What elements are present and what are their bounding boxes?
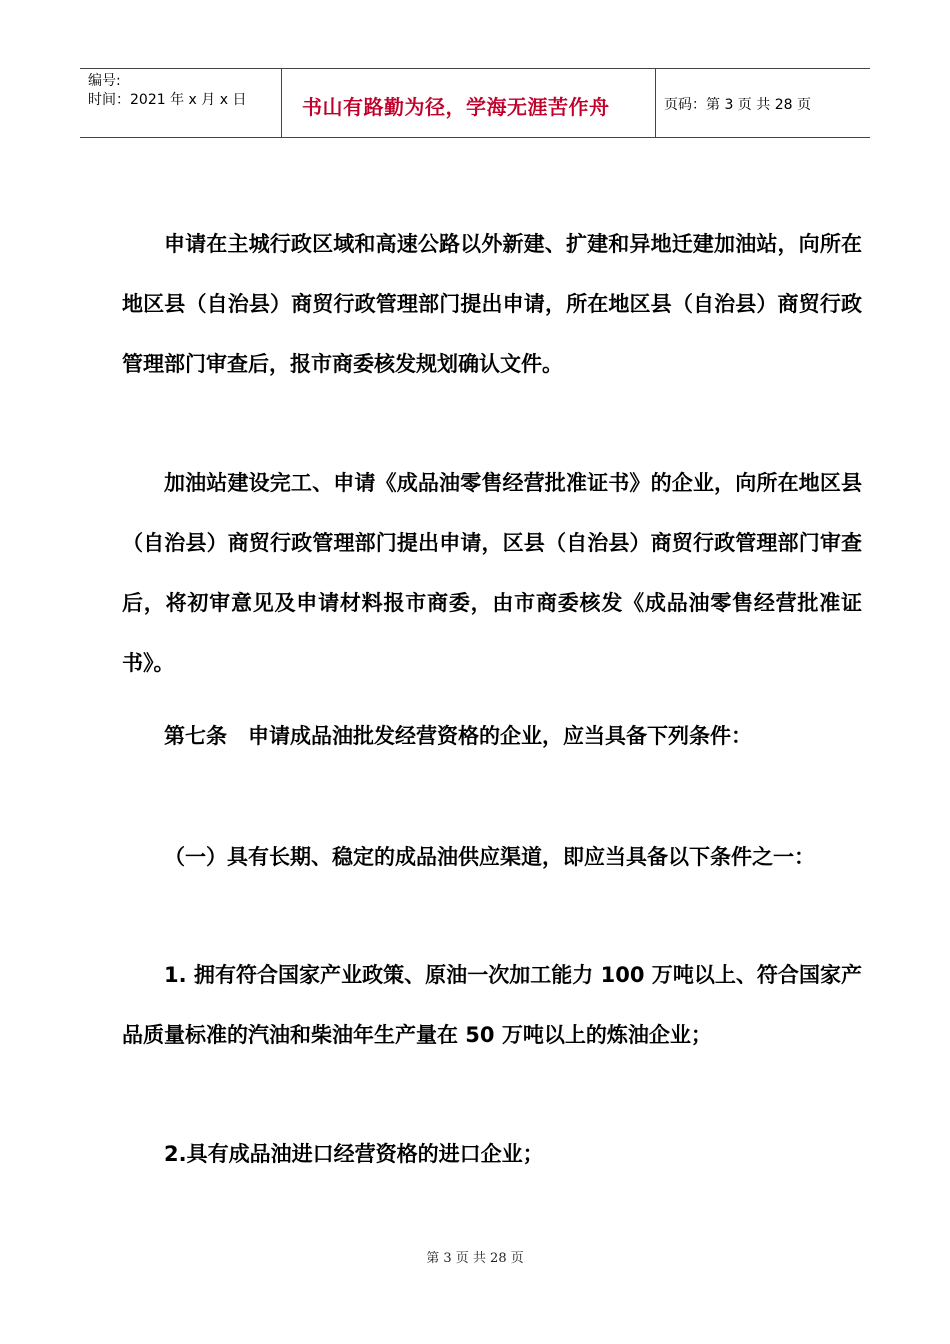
header-page-info: 页码：第 3 页 共 28 页 — [664, 97, 811, 113]
paragraph-item-1: 1. 拥有符合国家产业政策、原油一次加工能力 100 万吨以上、符合国家产品质量标准的汽油和柴油年生产量在 50 万吨以上的炼油企业； — [122, 963, 862, 1047]
paragraph-1: 申请在主城行政区域和高速公路以外新建、扩建和异地迁建加油站，向所在地区县（自治县）商贸行政管理部门提出申请，所在地区县（自治县）商贸行政管理部门审查后，报市商委核发规划确认文件。 — [122, 232, 862, 376]
header-meta-cell — [80, 69, 282, 137]
document-number-label: 编号: — [88, 73, 121, 89]
paragraph-article-7: 第七条 申请成品油批发经营资格的企业，应当具备下列条件： — [164, 724, 752, 748]
document-date: 时间：2021 年 x 月 x 日 — [88, 92, 247, 108]
header-motto-cell — [282, 69, 656, 137]
paragraph-2: 加油站建设完工、申请《成品油零售经营批准证书》的企业，向所在地区县（自治县）商贸行政管理部门提出申请，区县（自治县）商贸行政管理部门审查后，将初审意见及申请材料报市商委，由市商委核发《成品油零售经营批准证书》。 — [122, 471, 862, 675]
page-footer: 第 3 页 共 28 页 — [426, 1251, 524, 1266]
document-header — [80, 68, 870, 138]
paragraph-item-2: 2.具有成品油进口经营资格的进口企业； — [164, 1142, 544, 1166]
header-page-cell — [656, 69, 870, 137]
paragraph-clause-1: （一）具有长期、稳定的成品油供应渠道，即应当具备以下条件之一： — [164, 845, 815, 869]
header-motto: 书山有路勤为径，学海无涯苦作舟 — [302, 95, 610, 119]
